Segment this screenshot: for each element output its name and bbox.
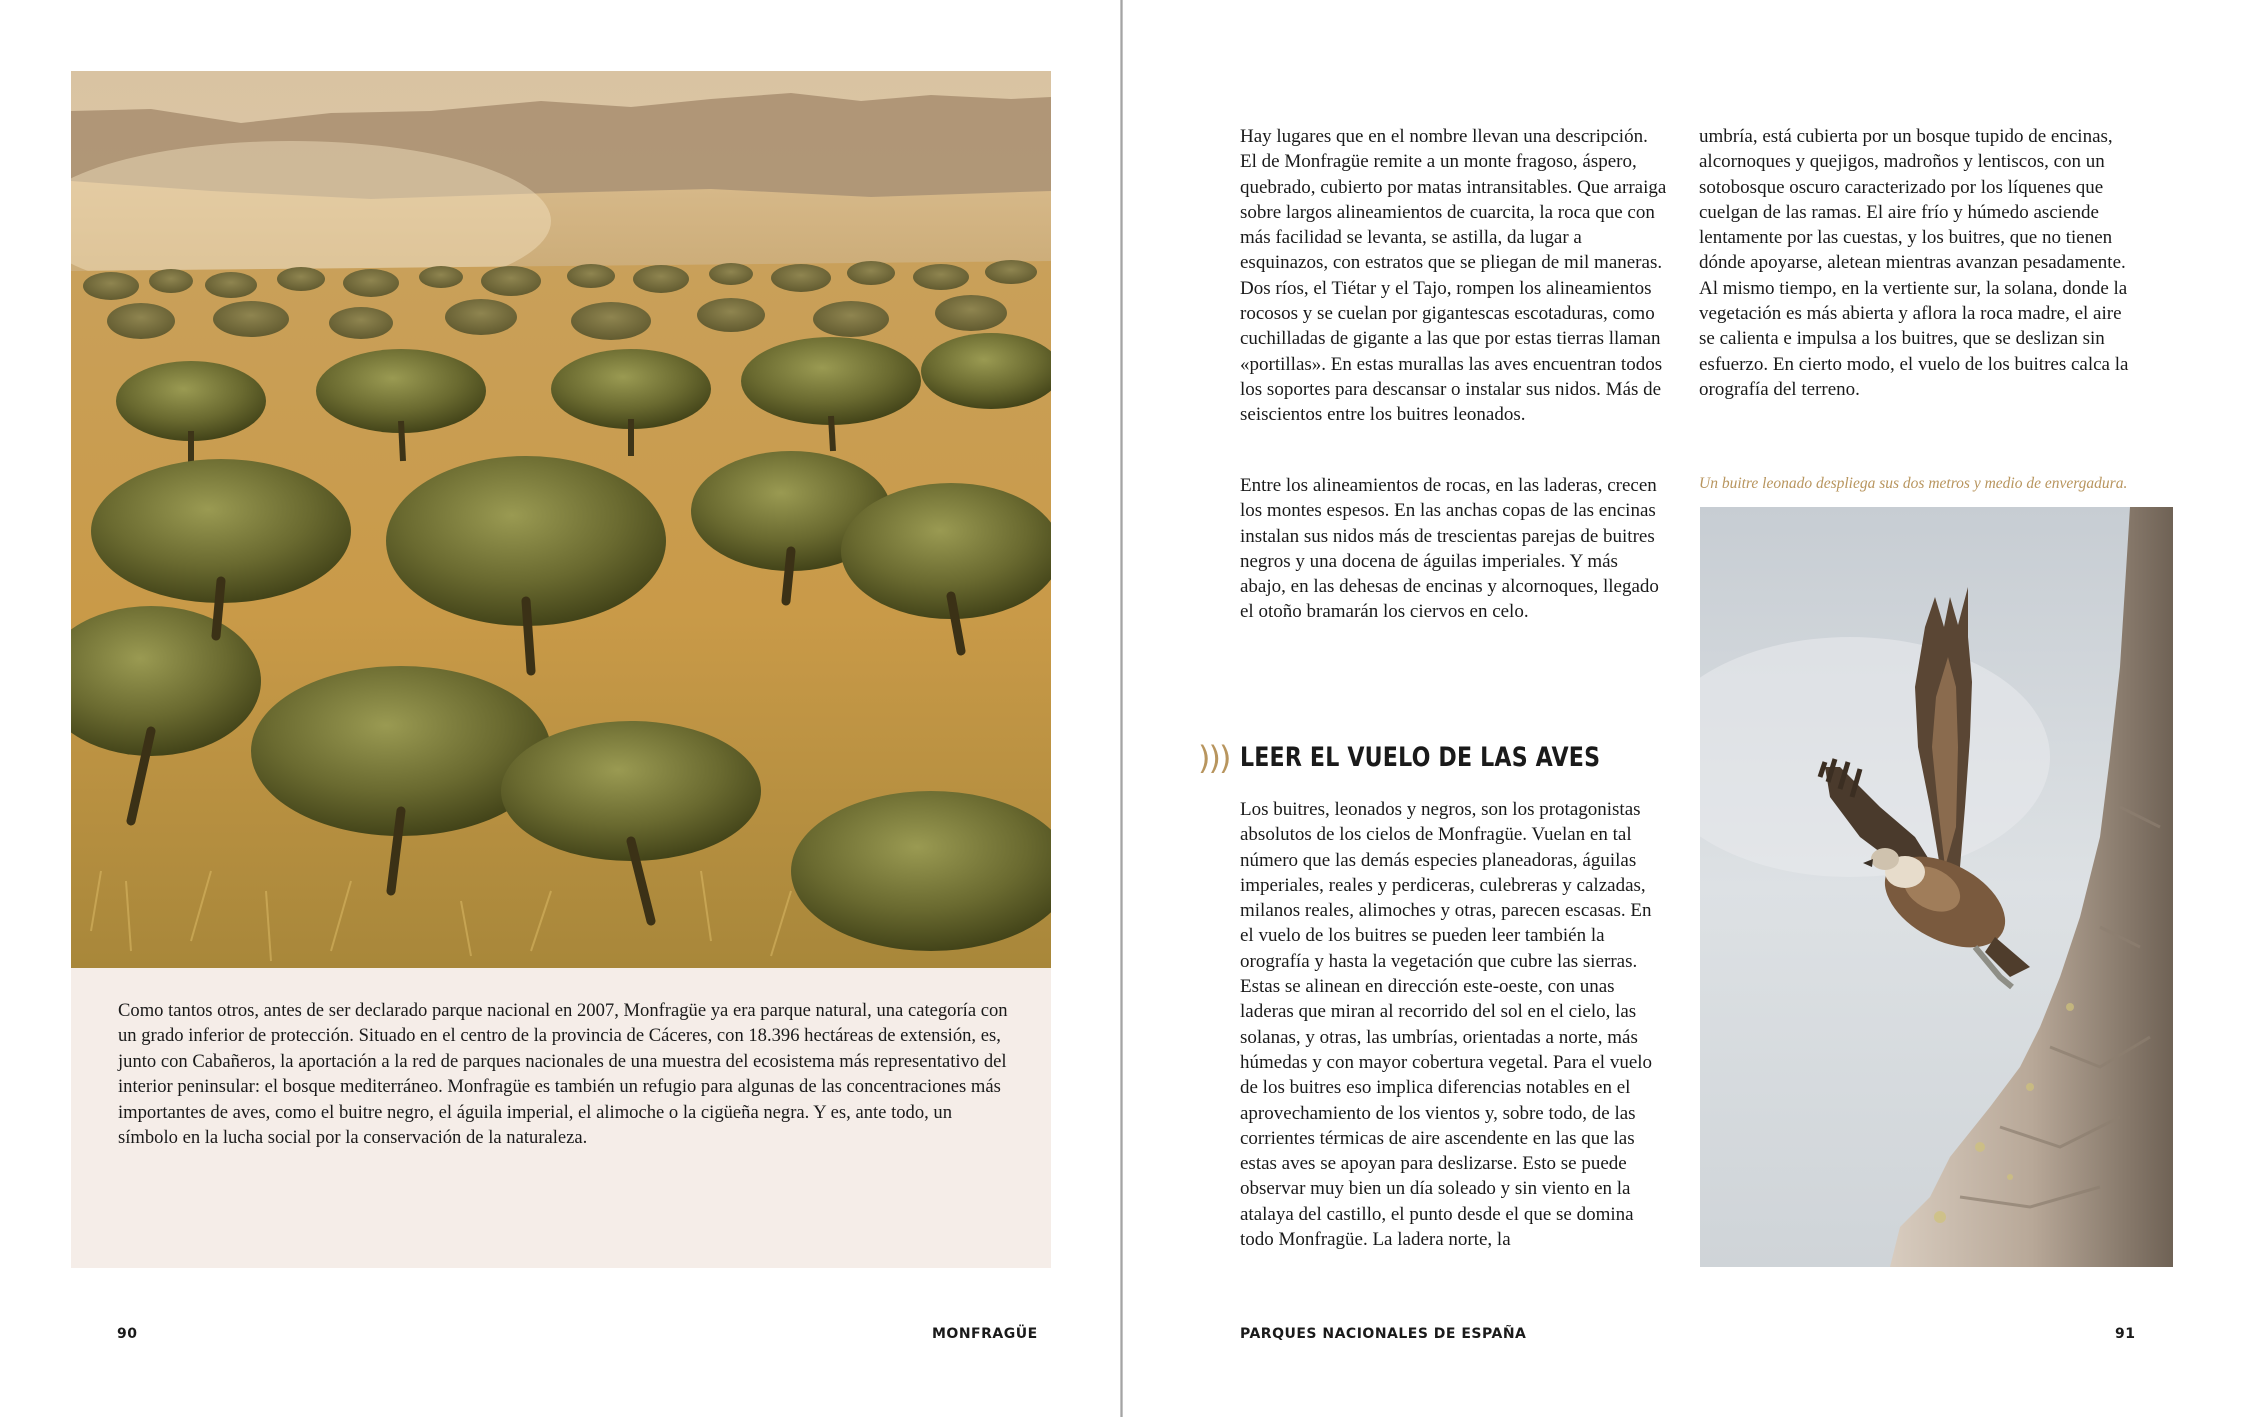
section-title: LEER EL VUELO DE LAS AVES [1240, 742, 1601, 773]
photo-caption: Un buitre leonado despliega sus dos metros y medio de envergadura. [1699, 475, 2128, 492]
dehesa-landscape-photo [71, 71, 1051, 968]
vulture-photo [1700, 507, 2173, 1267]
running-head-right: PARQUES NACIONALES DE ESPAÑA [1240, 1326, 1527, 1342]
right-page [1123, 0, 2244, 1417]
running-head-left: MONFRAGÜE [932, 1326, 1038, 1342]
page-number-left: 90 [117, 1326, 138, 1342]
body-paragraph-1: Hay lugares que en el nombre llevan una descripción. El de Monfragüe remite a un monte fragoso, áspero, quebrado, cubierto por matas intransitables. Que arraiga sobre largos alineamientos de cuarcita, la roca que con más facilidad se levanta, se astilla, da lugar a esquinazos, con estratos que se pliegan de mil maneras. Dos ríos, el Tiétar y el Tajo, rompen los alineamientos rocosos y se cuelan por gigantescas escotaduras, como cuchilladas de gigante a las que por estas tierras llaman «portillas». En estas murallas las aves encuentran todos los soportes para descansar o instalar sus nidos. Más de seiscientos entre los buitres leonados. [1240, 126, 1667, 426]
intro-box [71, 968, 1051, 1268]
body-paragraph-4: umbría, está cubierta por un bosque tupido de encinas, alcornoques y quejigos, madroños y lentiscos, con un sotobosque oscuro caracterizado por los líquenes que cuelgan de las ramas. El aire frío y húmedo asciende lentamente por las cuestas, y los buitres, que no tienen dónde apoyarse, aletean mientras avanzan pesadamente. Al mismo tiempo, en la vertiente sur, la solana, donde la vegetación es más abierta y aflora la roca madre, el aire se calienta e impulsa a los buitres, que se deslizan sin esfuerzo. En cierto modo, el vuelo de los buitres calca la orografía del terreno. [1699, 126, 2129, 400]
intro-paragraph: Como tantos otros, antes de ser declarado parque nacional en 2007, Monfragüe ya era parque natural, una categoría con un grado inferior de protección. Situado en el centro de la provincia de Cáceres, con 18.396 hectáreas de extensión, es, junto con Cabañeros, la aportación a la red de parques nacionales de una muestra del ecosistema más representativo del interior peninsular: el bosque mediterráneo. Monfragüe es también un refugio para algunas de las concentraciones más importantes de aves, como el buitre negro, el águila imperial, el alimoche o la cigüeña negra. Y es, ante todo, un símbolo en la lucha social por la conservación de la naturaleza. [118, 1000, 1008, 1149]
left-page [0, 0, 1121, 1417]
page-number-right: 91 [2115, 1326, 2136, 1342]
chevron-marker-icon: ))) [1198, 739, 1230, 777]
body-paragraph-3: Los buitres, leonados y negros, son los protagonistas absolutos de los cielos de Monfragüe. Vuelan en tal número que las demás especies planeadoras, águilas imperiales, reales y perdiceras, culebreras y calzadas, milanos reales, alimoches y otras, parecen escasas. En el vuelo de los buitres se pueden leer también la orografía y hasta la vegetación que cubre las sierras. Estas se alinean en dirección este-oeste, con unas laderas que miran al recorrido del sol en el cielo, las solanas, y otras, las umbrías, orientadas a norte, más húmedas y con mayor cobertura vegetal. Para el vuelo de los buitres eso implica diferencias notables en el aprovechamiento de los vientos y, sobre todo, de las corrientes térmicas de aire ascendente en las que las estas aves se apoyan para deslizarse. Esto se puede observar muy bien un día soleado y sin viento en la atalaya del castillo, el punto desde el que se domina todo Monfragüe. La ladera norte, la [1240, 799, 1653, 1251]
body-paragraph-2: Entre los alineamientos de rocas, en las laderas, crecen los montes espesos. En las anchas copas de las encinas instalan sus nidos más de trescientas parejas de buitres negros y una docena de águilas imperiales. Y más abajo, en las dehesas de encinas y alcornoques, llegado el otoño bramarán los ciervos en celo. [1240, 475, 1659, 623]
section-heading [1198, 738, 1698, 778]
